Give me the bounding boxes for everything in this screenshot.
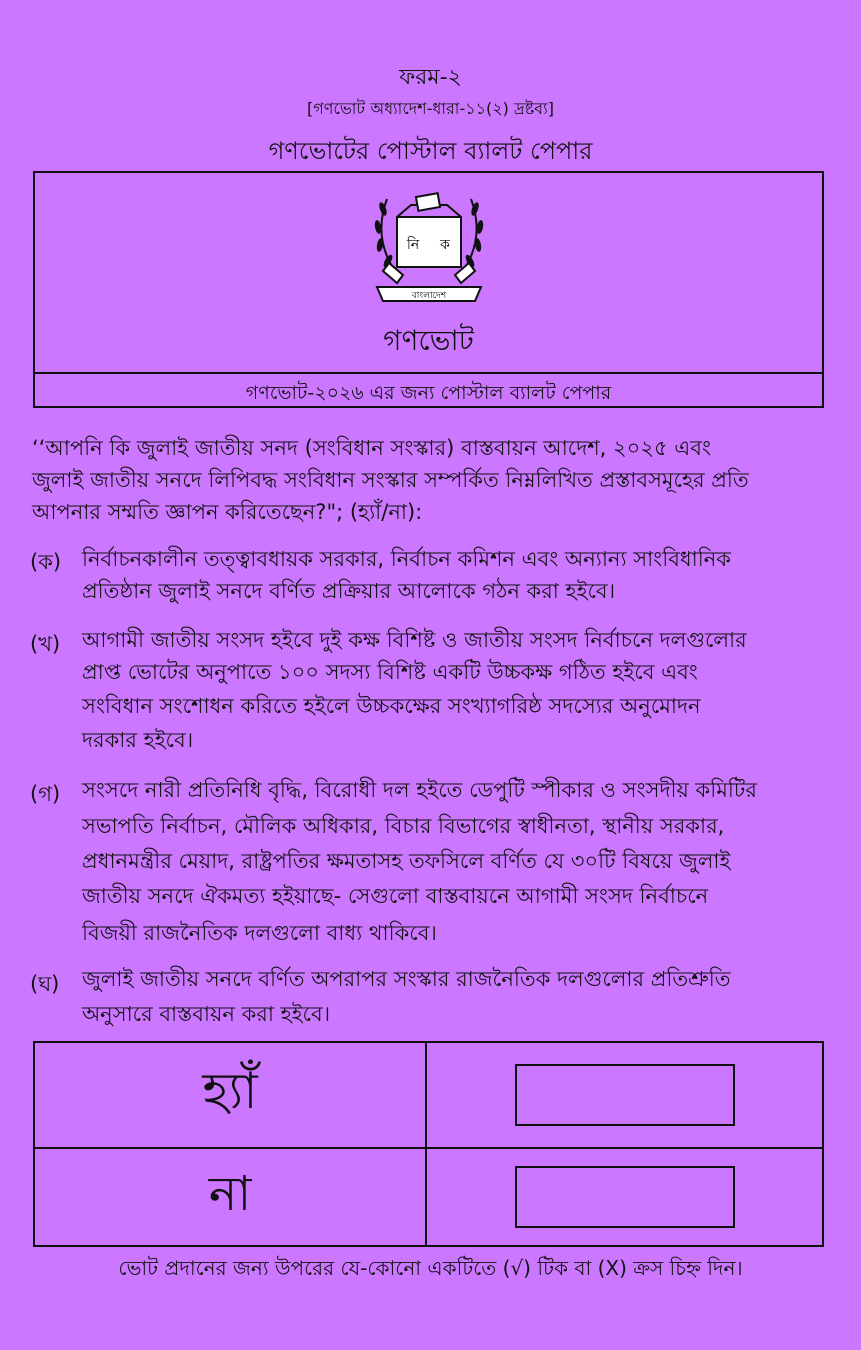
yes-checkbox[interactable] (515, 1064, 735, 1126)
question-line: আপনার সম্মতি জ্ঞাপন করিতেছেন?"; (হ্যাঁ/না): (32, 500, 423, 524)
emblem-letter-left: নি (406, 237, 420, 253)
yes-label: হ্যাঁ (202, 1061, 258, 1120)
proposal-label: (খ) (30, 632, 61, 656)
proposal-line: প্রাপ্ত ভোটের অনুপাতে ১০০ সদস্য বিশিষ্ট একটি উচ্চকক্ষ গঠিত হইবে এবং (82, 660, 698, 684)
form-number: ফরম-২ (399, 65, 462, 90)
header-box (33, 171, 824, 374)
proposal-line: নির্বাচনকালীন তত্ত্বাবধায়ক সরকার, নির্বাচন কমিশন এবং অন্যান্য সাংবিধানিক (82, 547, 731, 571)
emblem-letter-right: ক (440, 237, 450, 253)
reference-note: [গণভোট অধ্যাদেশ-ধারা-১১(২) দ্রষ্টব্য] (307, 99, 554, 118)
no-label-cell (33, 1147, 427, 1247)
proposal-line: জুলাই জাতীয় সনদে বর্ণিত অপরাপর সংস্কার রাজনৈতিক দলগুলোর প্রতিশ্রুতি (82, 967, 731, 991)
emblem-ribbon-text: বাংলাদেশ (411, 291, 447, 301)
proposal-line: জাতীয় সনদে ঐকমত্য হইয়াছে- সেগুলো বাস্তবায়নে আগামী সংসদ নির্বাচনে (82, 884, 709, 908)
proposal-line: বিজয়ী রাজনৈতিক দলগুলো বাধ্য থাকিবে। (82, 921, 437, 945)
proposal-line: আগামী জাতীয় সংসদ হইবে দুই কক্ষ বিশিষ্ট ও জাতীয় সংসদ নির্বাচনে দলগুলোর (82, 628, 747, 652)
no-label: না (208, 1165, 252, 1222)
subtitle-box (33, 372, 824, 408)
voting-instruction: ভোট প্রদানের জন্য উপরের যে-কোনো একটিতে (√) টিক বা (X) ক্রস চিহ্ন দিন। (118, 1256, 743, 1280)
yes-label-cell (33, 1041, 427, 1149)
proposal-line: সভাপতি নির্বাচন, মৌলিক অধিকার, বিচার বিভাগের স্বাধীনতা, স্থানীয় সরকার, (82, 814, 725, 838)
proposal-label: (গ) (30, 782, 61, 806)
box-subtitle: গণভোট-২০২৬ এর জন্য পোস্টাল ব্যালট পেপার (245, 382, 612, 404)
no-vote-cell (425, 1147, 824, 1247)
yes-vote-cell (425, 1041, 824, 1149)
box-title: গণভোট (383, 324, 474, 357)
proposal-line: প্রতিষ্ঠান জুলাই সনদে বর্ণিত প্রক্রিয়ার আলোকে গঠন করা হইবে। (82, 579, 616, 603)
proposal-label: (ক) (30, 550, 62, 574)
no-checkbox[interactable] (515, 1166, 735, 1228)
proposal-line: দরকার হইবে। (82, 728, 194, 752)
proposal-line: প্রধানমন্ত্রীর মেয়াদ, রাষ্ট্রপতির ক্ষমতাসহ তফসিলে বর্ণিত যে ৩০টি বিষয়ে জুলাই (82, 849, 731, 873)
proposal-line: অনুসারে বাস্তবায়ন করা হইবে। (82, 1002, 331, 1026)
page-title: গণভোটের পোস্টাল ব্যালট পেপার (268, 137, 593, 165)
question-line: জুলাই জাতীয় সনদে লিপিবদ্ধ সংবিধান সংস্কার সম্পর্কিত নিম্নলিখিত প্রস্তাবসমূহের প্রতি (32, 468, 749, 492)
proposal-label: (ঘ) (30, 972, 60, 996)
proposal-line: সংবিধান সংশোধন করিতে হইলে উচ্চকক্ষের সংখ্যাগরিষ্ঠ সদস্যের অনুমোদন (82, 694, 701, 718)
election-commission-emblem (367, 179, 491, 309)
proposal-line: সংসদে নারী প্রতিনিধি বৃদ্ধি, বিরোধী দল হইতে ডেপুটি স্পীকার ও সংসদীয় কমিটির (82, 778, 757, 802)
question-line: ‘‘আপনি কি জুলাই জাতীয় সনদ (সংবিধান সংস্কার) বাস্তবায়ন আদেশ, ২০২৫ এবং (32, 436, 711, 460)
